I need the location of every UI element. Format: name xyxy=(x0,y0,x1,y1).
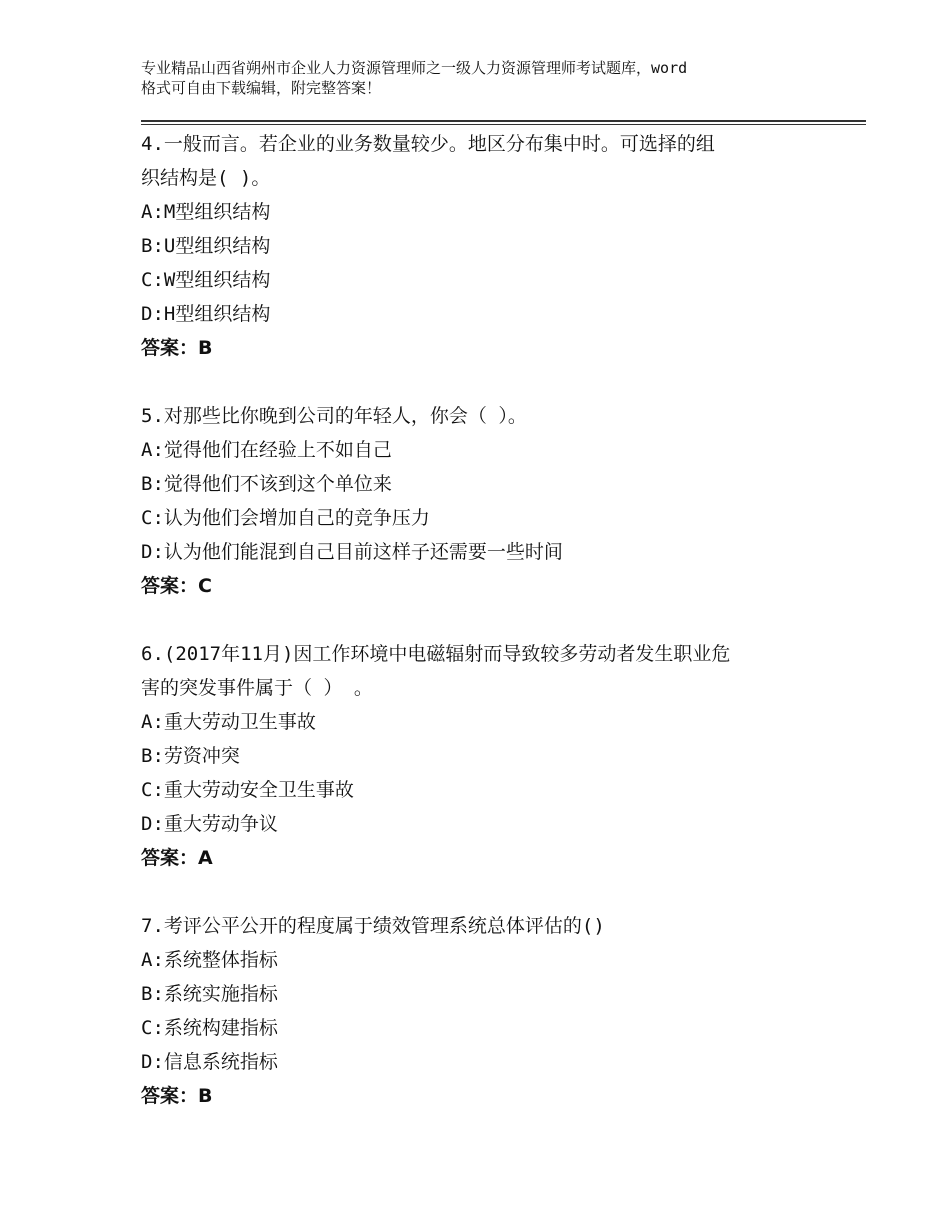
option-key: C: xyxy=(141,779,164,801)
answer-label: 答案：B xyxy=(141,337,213,359)
option-key: B: xyxy=(141,235,164,257)
option-key: A: xyxy=(141,711,164,733)
question-5 xyxy=(141,399,861,603)
option-text: 劳资冲突 xyxy=(163,745,240,767)
option-text: 觉得他们不该到这个单位来 xyxy=(163,473,392,495)
option-text: 系统实施指标 xyxy=(163,983,278,1005)
option-a xyxy=(141,705,861,739)
option-a xyxy=(141,943,861,977)
option-key: D: xyxy=(141,541,164,563)
option-key: B: xyxy=(141,983,164,1005)
question-text: 5.对那些比你晚到公司的年轻人，你会（ ）。 xyxy=(141,405,527,427)
option-key: C: xyxy=(141,507,164,529)
question-7 xyxy=(141,909,861,1113)
option-a xyxy=(141,195,861,229)
header-line-1: 专业精品山西省朔州市企业人力资源管理师之一级人力资源管理师考试题库，word xyxy=(141,59,688,77)
option-text: 系统构建指标 xyxy=(163,1017,278,1039)
option-d xyxy=(141,535,861,569)
answer-label: 答案：A xyxy=(141,847,213,869)
option-d xyxy=(141,297,861,331)
option-text: 信息系统指标 xyxy=(163,1051,278,1073)
question-text: 织结构是( )。 xyxy=(141,167,271,189)
option-text: H型组织结构 xyxy=(163,303,271,325)
option-b xyxy=(141,977,861,1011)
document-header xyxy=(141,58,841,98)
answer-label: 答案：C xyxy=(141,575,212,597)
answer-label: 答案：B xyxy=(141,1085,213,1107)
option-key: D: xyxy=(141,303,164,325)
option-text: M型组织结构 xyxy=(163,201,271,223)
option-text: 重大劳动卫生事故 xyxy=(163,711,316,733)
header-line-2: 格式可自由下载编辑，附完整答案！ xyxy=(141,79,382,97)
question-4 xyxy=(141,127,861,365)
option-text: W型组织结构 xyxy=(163,269,271,291)
option-text: 认为他们会增加自己的竞争压力 xyxy=(163,507,430,529)
question-text: 4.一般而言。若企业的业务数量较少。地区分布集中时。可选择的组 xyxy=(141,133,715,155)
spacer xyxy=(141,603,861,637)
question-text: 7.考评公平公开的程度属于绩效管理系统总体评估的() xyxy=(141,915,605,937)
option-d xyxy=(141,1045,861,1079)
option-c xyxy=(141,501,861,535)
header-rule-thin xyxy=(141,124,866,125)
option-d xyxy=(141,807,861,841)
option-b xyxy=(141,229,861,263)
option-b xyxy=(141,739,861,773)
option-key: C: xyxy=(141,269,164,291)
option-key: A: xyxy=(141,949,164,971)
option-text: 系统整体指标 xyxy=(163,949,278,971)
option-key: B: xyxy=(141,473,164,495)
option-text: 重大劳动争议 xyxy=(163,813,278,835)
option-text: 认为他们能混到自己目前这样子还需要一些时间 xyxy=(163,541,563,563)
spacer xyxy=(141,365,861,399)
option-key: D: xyxy=(141,813,164,835)
option-b xyxy=(141,467,861,501)
option-text: 觉得他们在经验上不如自己 xyxy=(163,439,392,461)
option-text: 重大劳动安全卫生事故 xyxy=(163,779,354,801)
question-text: 害的突发事件属于（ ） 。 xyxy=(141,677,373,699)
option-c xyxy=(141,1011,861,1045)
question-6 xyxy=(141,637,861,875)
option-key: A: xyxy=(141,439,164,461)
question-text: 6.(2017年11月)因工作环境中电磁辐射而导致较多劳动者发生职业危 xyxy=(141,643,731,665)
header-rule-thick xyxy=(141,120,866,122)
question-list xyxy=(141,127,861,1113)
option-text: U型组织结构 xyxy=(163,235,271,257)
option-key: A: xyxy=(141,201,164,223)
option-c xyxy=(141,773,861,807)
option-key: D: xyxy=(141,1051,164,1073)
option-key: C: xyxy=(141,1017,164,1039)
spacer xyxy=(141,875,861,909)
option-key: B: xyxy=(141,745,164,767)
option-c xyxy=(141,263,861,297)
option-a xyxy=(141,433,861,467)
